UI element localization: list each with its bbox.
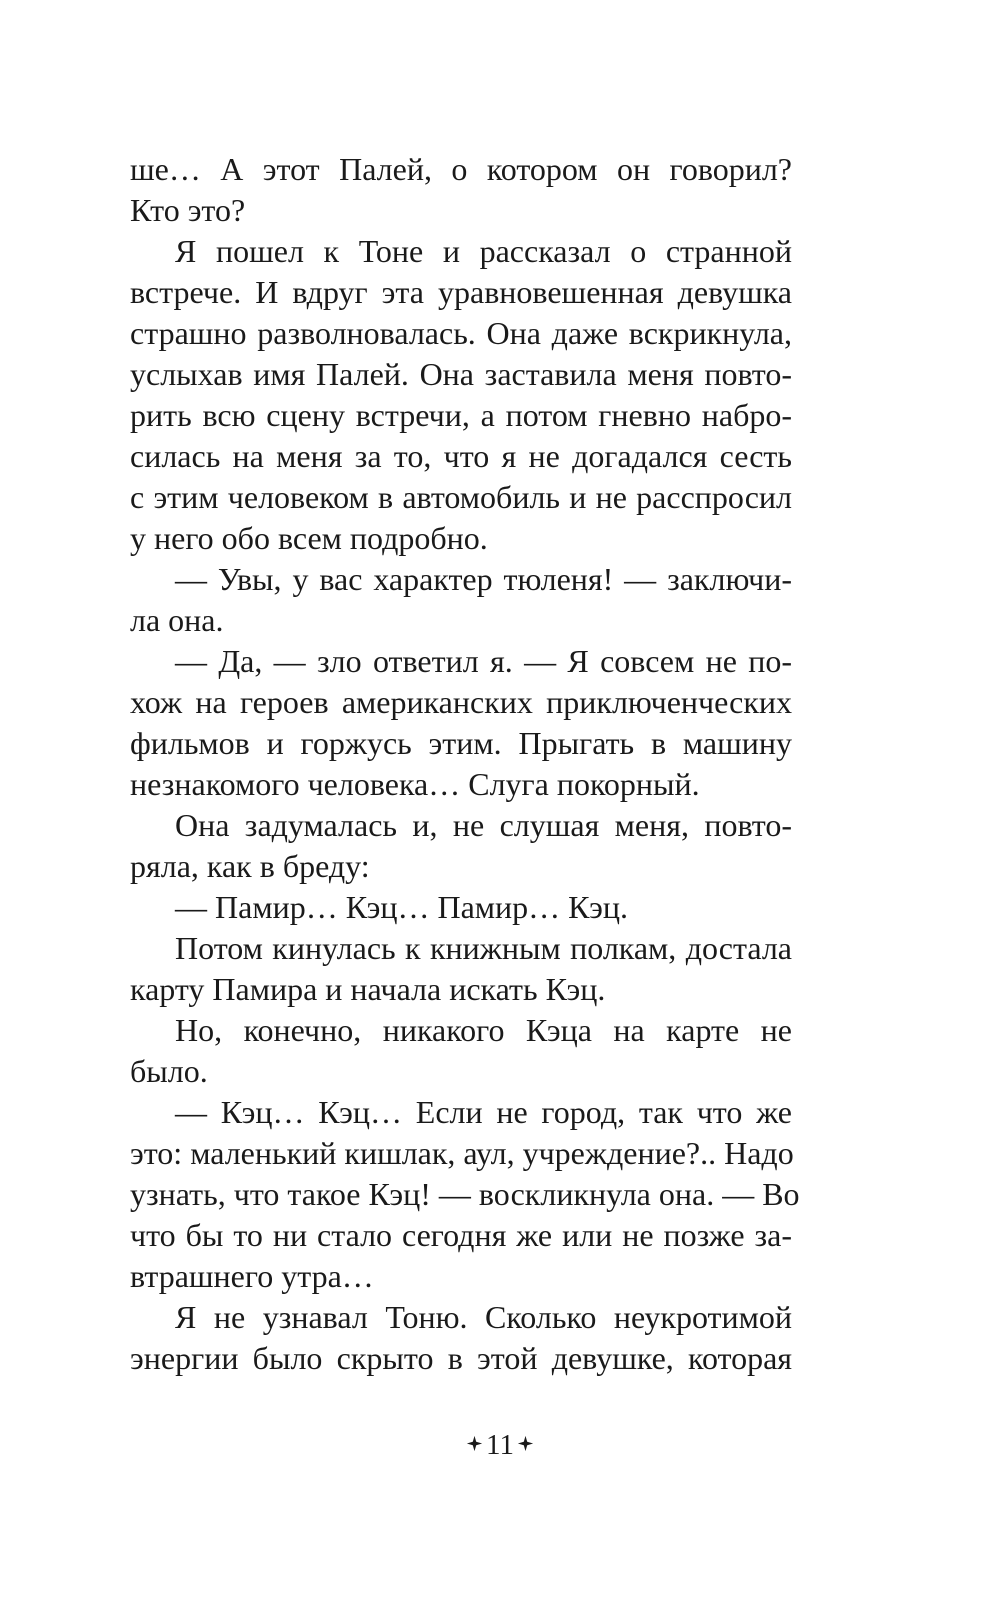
text-line: хож на героев американских приключенческих	[130, 684, 792, 720]
text-line: — Памир… Кэц… Памир… Кэц.	[175, 889, 628, 925]
text-line: — Кэц… Кэц… Если не город, так что же	[175, 1094, 792, 1130]
text-line: было.	[130, 1053, 208, 1089]
page-number: 11	[486, 1429, 514, 1461]
text-line: Но, конечно, никакого Кэца на карте не	[175, 1012, 792, 1048]
text-line: встрече. И вдруг эта уравновешенная девушка	[130, 274, 792, 310]
text-line: ла она.	[130, 602, 224, 638]
page-text	[130, 149, 800, 1379]
text-line: у него обо всем подробно.	[130, 520, 488, 556]
star-ornament-right-icon	[517, 1435, 534, 1452]
text-line: Потом кинулась к книжным полкам, достала	[175, 930, 792, 966]
text-line: ряла, как в бреду:	[130, 848, 370, 884]
text-line: втрашнего утра…	[130, 1258, 374, 1294]
text-line: страшно разволновалась. Она даже вскрикнула,	[130, 315, 792, 351]
text-line: рить всю сцену встречи, а потом гневно набро-	[130, 397, 792, 433]
text-line: фильмов и горжусь этим. Прыгать в машину	[130, 725, 792, 761]
text-line: Я не узнавал Тоню. Сколько неукротимой	[175, 1299, 792, 1335]
text-line: с этим человеком в автомобиль и не расспросил	[130, 479, 792, 515]
text-line: — Увы, у вас характер тюленя! — заключи-	[175, 561, 792, 597]
text-line: карту Памира и начала искать Кэц.	[130, 971, 606, 1007]
text-line: узнать, что такое Кэц! — воскликнула она. — Во	[130, 1176, 800, 1212]
text-line: Она задумалась и, не слушая меня, повто-	[175, 807, 792, 843]
text-line: услыхав имя Палей. Она заставила меня повто-	[130, 356, 792, 392]
text-line: Кто это?	[130, 192, 246, 228]
text-line: Я пошел к Тоне и рассказал о странной	[175, 233, 792, 269]
page-number-footer	[0, 1429, 1000, 1462]
text-line: что бы то ни стало сегодня же или не позже за-	[130, 1217, 792, 1253]
text-line: силась на меня за то, что я не догадался сесть	[130, 438, 792, 474]
star-ornament-left-icon	[466, 1435, 483, 1452]
text-line: это: маленький кишлак, аул, учреждение?.. Надо	[130, 1135, 794, 1171]
text-line: энергии было скрыто в этой девушке, которая	[130, 1340, 792, 1376]
text-line: незнакомого человека… Слуга покорный.	[130, 766, 700, 802]
text-line: — Да, — зло ответил я. — Я совсем не по-	[175, 643, 792, 679]
text-line: ше… А этот Палей, о котором он говорил?	[130, 151, 792, 187]
